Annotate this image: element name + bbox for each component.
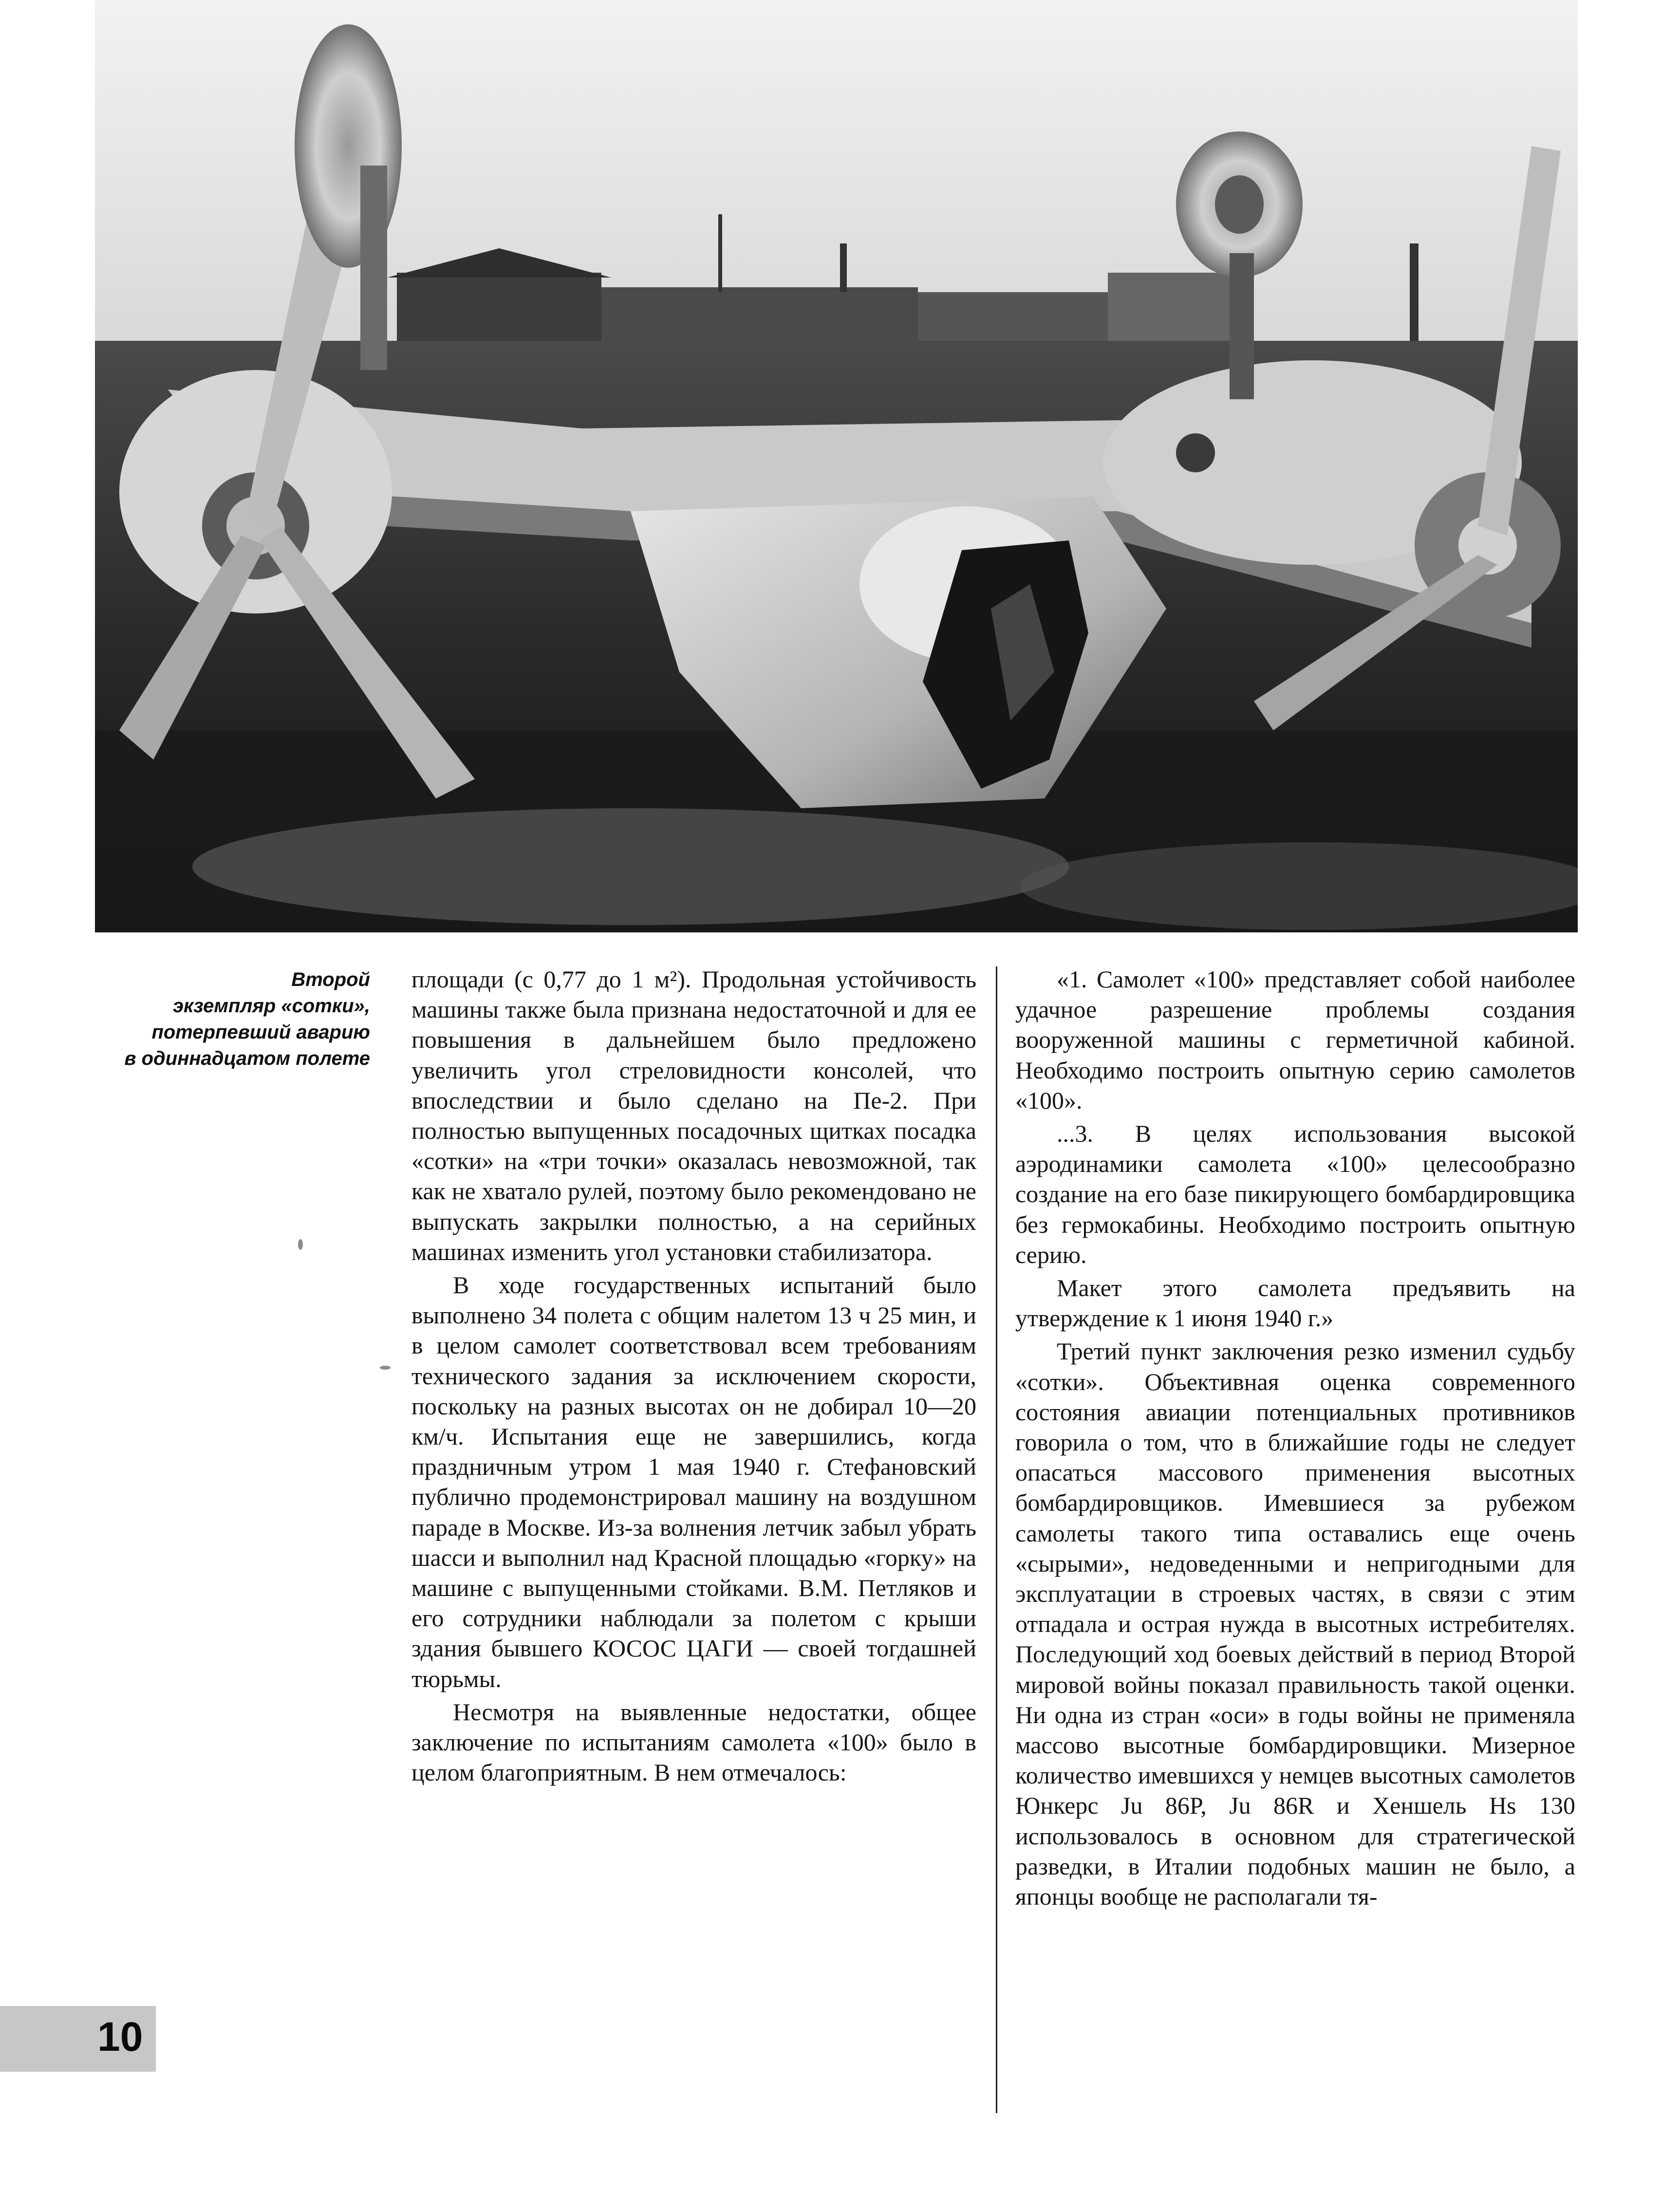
page-number: 10: [97, 2014, 143, 2060]
paragraph: Несмотря на выявленные недостатки, общее заключение по испытаниям самолета «100» было в целом благоприятным. В нем отмечалось:: [411, 1698, 976, 1786]
paragraph: «1. Самолет «100» представляет собой наиболее удачное разрешение проблемы создания вооруженной машины с герметичной кабиной. Необходимо построить опытную серию самолетов «100».: [1015, 966, 1575, 1114]
paragraph: Третий пункт заключения резко изменил судьбу «сотки». Объективная оценка современного состояния авиации потенциальных противников говорила о том, что в ближайшие годы не следует опасаться массового применения высотных бомбардировщиков. Имевшиеся за рубежом самолеты такого типа оставались еще очень «сырыми», недоведенными и непригодными для эксплуатации в строевых частях, в связи с этим отпадала и острая нужда в высотных истребителях. Последующий ход боевых действий в период Второй мировой войны показал правильность такой оценки. Ни одна из стран «оси» в годы войны не применяла массово высотные бомбардировщики. Мизерное количество имевшихся у немцев высотных самолетов Юнкерс Ju 86P, Ju 86R и Хеншель Hs 130 использовалось в основном для стратегической разведки, в Италии подобных машин не было, а японцы вообще не располагали тя-: [1015, 1337, 1575, 1911]
photo-illustration: [95, 0, 1578, 932]
paragraph: Макет этого самолета предъявить на утверждение к 1 июня 1940 г.»: [1015, 1274, 1575, 1332]
paragraph: ...3. В целях использования высокой аэродинамики самолета «100» целесообразно создание на его базе пикирующего бомбардировщика без гермокабины. Необходимо построить опытную серию.: [1015, 1120, 1575, 1268]
scan-speck: [298, 1239, 303, 1250]
photo-caption: [112, 966, 370, 1072]
paragraph: В ходе государственных испытаний было выполнено 34 полета с общим налетом 13 ч 25 мин, и в целом самолет соответствовал всем требованиям технического задания за исключением скорости, поскольку на разных высотах он не добирал 10—20 км/ч. Испытания еще не завершились, когда праздничным утром 1 мая 1940 г. Стефановский публично продемонстрировал машину на воздушном параде в Москве. Из-за волнения летчик забыл убрать шасси и выполнил над Красной площадью «горку» на машине с выпущенными стойками. В.М. Петляков и его сотрудники наблюдали за полетом с крыши здания бывшего КОСОС ЦАГИ — своей тогдашней тюрьмы.: [411, 1271, 976, 1692]
paragraph: площади (с 0,77 до 1 м²). Продольная устойчивость машины также была признана недостаточной и для ее повышения в дальнейшем было предложено увеличить угол стреловидности консолей, что впоследствии и было сделано на Пе-2. При полностью выпущенных посадочных щитках посадка «сотки» на «три точки» оказалась невозможной, так как не хватало рулей, поэтому было рекомендовано не выпускать закрылки полностью, а на серийных машинах изменить угол установки стабилизатора.: [411, 966, 976, 1265]
caption-line: Второй: [291, 969, 370, 990]
caption-line: экземпляр «сотки»,: [172, 995, 370, 1017]
text-column-1: [411, 964, 976, 1787]
caption-line: потерпевший аварию: [151, 1021, 370, 1043]
scan-speck: [380, 1366, 391, 1370]
text-column-2: [1015, 964, 1575, 1912]
crashed-aircraft-photo: [95, 0, 1578, 932]
caption-line: в одиннадцатом полете: [124, 1048, 370, 1069]
column-divider: [996, 966, 997, 2113]
